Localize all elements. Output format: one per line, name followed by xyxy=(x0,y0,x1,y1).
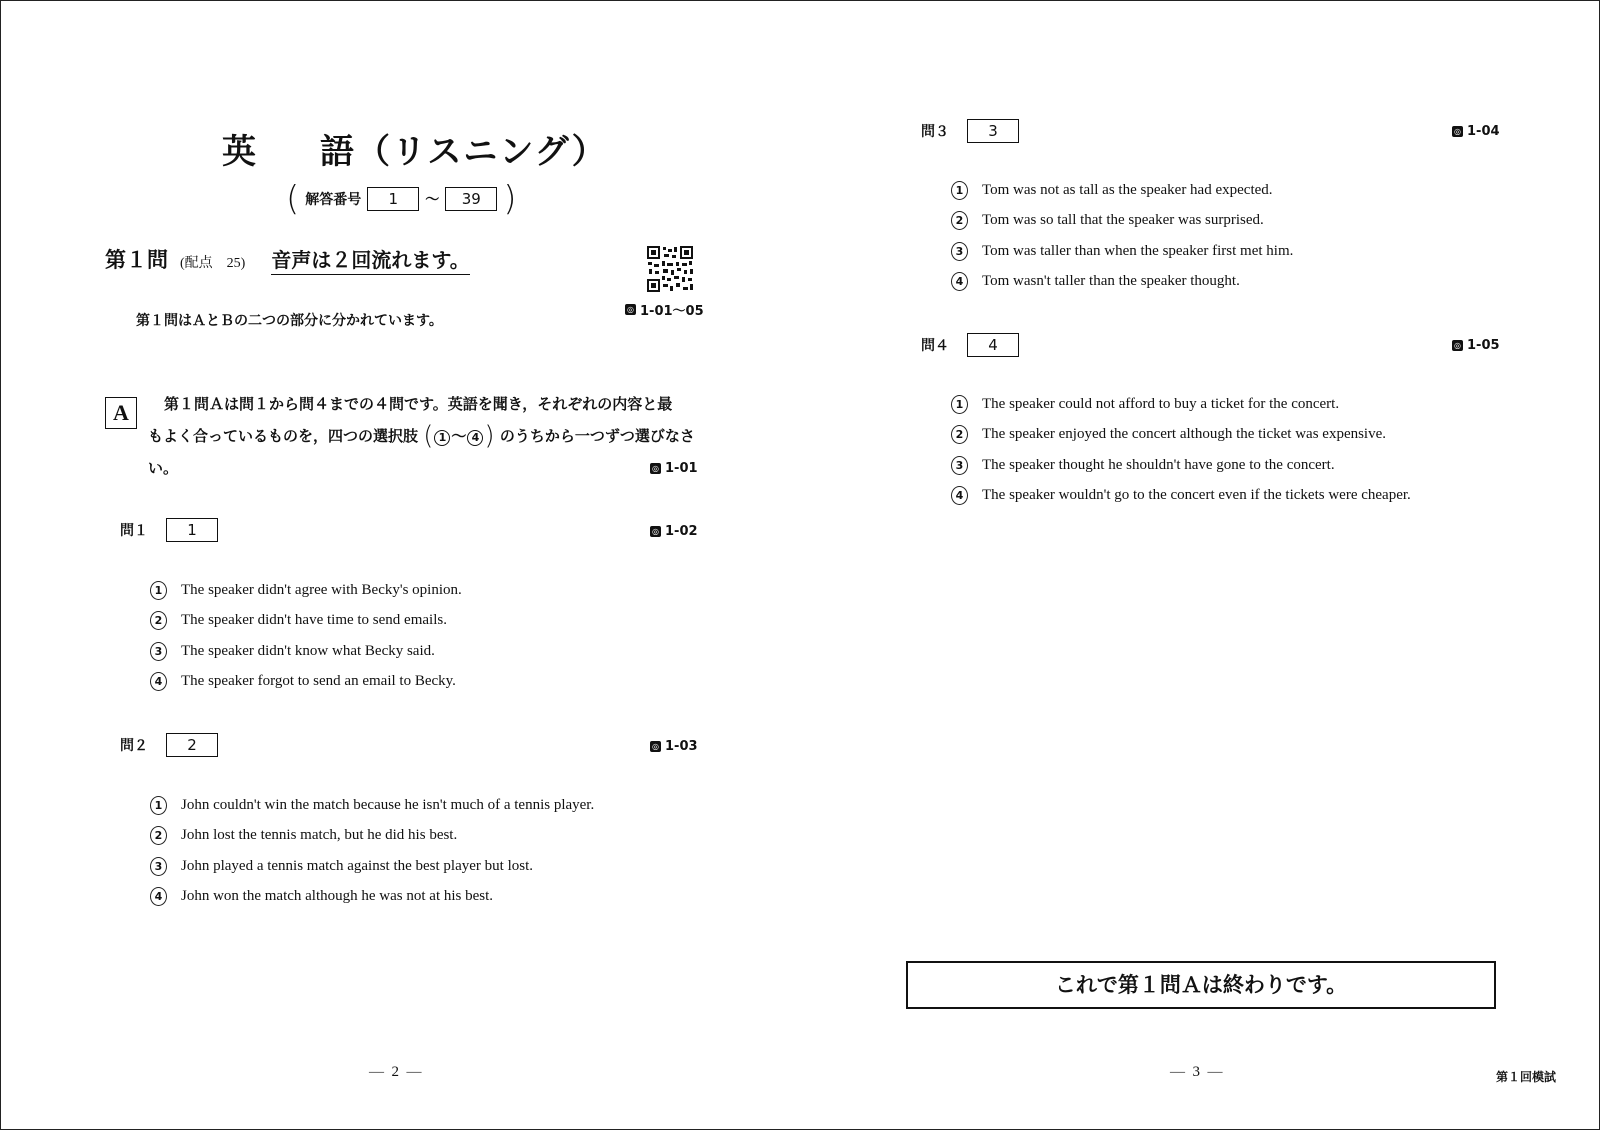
page-dash: — xyxy=(1170,1064,1185,1080)
option-number: 1 xyxy=(951,181,968,200)
section-intro: 第１問はＡとＢの二つの部分に分かれています。 xyxy=(136,313,443,329)
page-number-left xyxy=(369,1064,422,1081)
question-4-option-3[interactable] xyxy=(951,450,1411,481)
question-2-header xyxy=(120,733,218,757)
option-text: John lost the tennis match, but he did his best. xyxy=(181,827,458,844)
question-2-option-4[interactable] xyxy=(150,882,594,913)
choice-from: 1 xyxy=(434,430,450,446)
choice-to: 4 xyxy=(467,430,483,446)
option-text: The speaker wouldn't go to the concert even if the tickets were cheaper. xyxy=(982,487,1411,504)
question-3-track xyxy=(1452,124,1500,139)
option-text: John won the match although he was not at his best. xyxy=(181,888,494,905)
question-2-label: 問２ xyxy=(120,738,148,754)
qr-code-icon xyxy=(646,245,694,293)
question-3-option-3[interactable] xyxy=(951,236,1293,267)
page-number-value: 2 xyxy=(391,1064,399,1080)
question-4-track-label: 1-05 xyxy=(1467,338,1500,353)
question-3-option-2[interactable] xyxy=(951,206,1293,237)
question-4-header xyxy=(921,333,1019,357)
option-number: 1 xyxy=(150,581,167,600)
end-of-part-notice: これで第１問Ａは終わりです。 xyxy=(906,961,1496,1009)
question-1-option-3[interactable] xyxy=(150,636,462,667)
option-number: 2 xyxy=(150,826,167,845)
question-2-options xyxy=(150,790,594,912)
question-4-option-2[interactable] xyxy=(951,420,1411,451)
page-dash: — xyxy=(406,1064,422,1080)
question-2-option-2[interactable] xyxy=(150,821,594,852)
section-heading xyxy=(105,244,470,275)
part-a-instructions xyxy=(148,388,696,484)
page-number-value: 3 xyxy=(1192,1064,1200,1080)
audio-track-icon: ◎ xyxy=(650,741,661,752)
instr-line-1: 第１問Ａは問１から問４までの４問です。英語を聞き，それぞれの内容と最 xyxy=(164,395,673,413)
instr-line-2b: のうちから一つずつ選びなさ xyxy=(499,427,695,445)
question-1-track-label: 1-02 xyxy=(665,524,698,539)
option-number: 4 xyxy=(150,887,167,906)
question-2-track-label: 1-03 xyxy=(665,739,698,754)
track-part-a-label: 1-01 xyxy=(665,461,698,476)
question-3-track-label: 1-04 xyxy=(1467,124,1500,139)
option-number: 1 xyxy=(150,796,167,815)
answer-range-from: 1 xyxy=(367,187,419,211)
paren-right: ) xyxy=(503,179,517,219)
page-dash: — xyxy=(369,1064,384,1080)
option-text: The speaker forgot to send an email to Becky. xyxy=(181,673,456,690)
question-2-track xyxy=(650,739,698,754)
title-part-1: 英 xyxy=(222,132,258,172)
audio-track-icon: ◎ xyxy=(650,463,661,474)
option-text: The speaker didn't have time to send emails. xyxy=(181,612,447,629)
option-text: The speaker could not afford to buy a ticket for the concert. xyxy=(982,395,1340,412)
option-number: 4 xyxy=(150,672,167,691)
track-all-label: 1-01〜05 xyxy=(640,304,704,319)
option-text: John couldn't win the match because he isn't much of a tennis player. xyxy=(181,796,595,813)
option-text: Tom was so tall that the speaker was surprised. xyxy=(982,212,1264,229)
answer-range-label: 解答番号 xyxy=(305,192,362,208)
question-4-options xyxy=(951,389,1411,511)
option-number: 3 xyxy=(951,242,968,261)
audio-track-icon: ◎ xyxy=(1452,126,1463,137)
question-1-label: 問１ xyxy=(120,523,148,539)
question-4-track xyxy=(1452,338,1500,353)
question-3-label: 問３ xyxy=(921,124,949,140)
section-note: 音声は２回流れます。 xyxy=(271,244,469,275)
question-1-option-4[interactable] xyxy=(150,667,462,698)
answer-range-sep: 〜 xyxy=(425,192,440,208)
question-4-option-1[interactable] xyxy=(951,389,1411,420)
question-2-option-3[interactable] xyxy=(150,851,594,882)
option-number: 2 xyxy=(150,611,167,630)
option-number: 3 xyxy=(951,456,968,475)
question-3-option-1[interactable] xyxy=(951,175,1293,206)
question-2-option-1[interactable] xyxy=(150,790,594,821)
question-4-answer-box: 4 xyxy=(967,333,1019,357)
option-text: The speaker enjoyed the concert although the ticket was expensive. xyxy=(982,426,1387,443)
option-text: Tom was not as tall as the speaker had expected. xyxy=(982,181,1273,198)
page-title xyxy=(222,124,608,173)
option-text: Tom was taller than when the speaker first met him. xyxy=(982,242,1294,259)
option-number: 4 xyxy=(951,486,968,505)
page-dash: — xyxy=(1207,1064,1223,1080)
question-1-options xyxy=(150,575,462,697)
audio-track-icon: ◎ xyxy=(650,526,661,537)
part-a-label: A xyxy=(105,397,137,429)
question-1-option-2[interactable] xyxy=(150,606,462,637)
choice-sep: 〜 xyxy=(451,427,467,445)
choice-paren-left: ( xyxy=(423,421,434,451)
question-4-option-4[interactable] xyxy=(951,481,1411,512)
option-text: The speaker didn't know what Becky said. xyxy=(181,642,435,659)
paren-left: ( xyxy=(286,179,300,219)
option-number: 2 xyxy=(951,211,968,230)
option-text: The speaker thought he shouldn't have gone to the concert. xyxy=(982,456,1335,473)
instr-line-2a: もよく合っているものを，四つの選択肢 xyxy=(148,427,419,445)
section-label: 第１問 xyxy=(105,248,168,272)
track-all xyxy=(625,300,704,319)
question-1-header xyxy=(120,518,218,542)
option-number: 4 xyxy=(951,272,968,291)
answer-range xyxy=(286,179,517,219)
mock-exam-label: 第１回模試 xyxy=(1496,1070,1557,1084)
answer-range-to: 39 xyxy=(445,187,497,211)
question-3-header xyxy=(921,119,1019,143)
question-1-track xyxy=(650,524,698,539)
question-3-option-4[interactable] xyxy=(951,267,1293,298)
track-part-a xyxy=(650,461,698,476)
option-number: 2 xyxy=(951,425,968,444)
audio-track-icon: ◎ xyxy=(1452,340,1463,351)
instr-line-3: い。 xyxy=(148,459,179,477)
question-3-answer-box: 3 xyxy=(967,119,1019,143)
page-number-right xyxy=(1170,1064,1223,1081)
section-points: (配点 25) xyxy=(180,256,246,271)
question-2-answer-box: 2 xyxy=(166,733,218,757)
audio-track-icon: ◎ xyxy=(625,304,636,315)
option-number: 3 xyxy=(150,642,167,661)
question-1-option-1[interactable] xyxy=(150,575,462,606)
title-part-2: 語（リスニング） xyxy=(320,132,608,172)
question-1-answer-box: 1 xyxy=(166,518,218,542)
instr-line-2 xyxy=(148,420,696,452)
option-text: John played a tennis match against the best player but lost. xyxy=(181,857,534,874)
question-3-options xyxy=(951,175,1293,297)
question-4-label: 問４ xyxy=(921,338,949,354)
option-text: Tom wasn't taller than the speaker thought. xyxy=(982,273,1240,290)
option-number: 3 xyxy=(150,857,167,876)
option-number: 1 xyxy=(951,395,968,414)
option-text: The speaker didn't agree with Becky's opinion. xyxy=(181,581,462,598)
choice-paren-right: ) xyxy=(484,421,495,451)
